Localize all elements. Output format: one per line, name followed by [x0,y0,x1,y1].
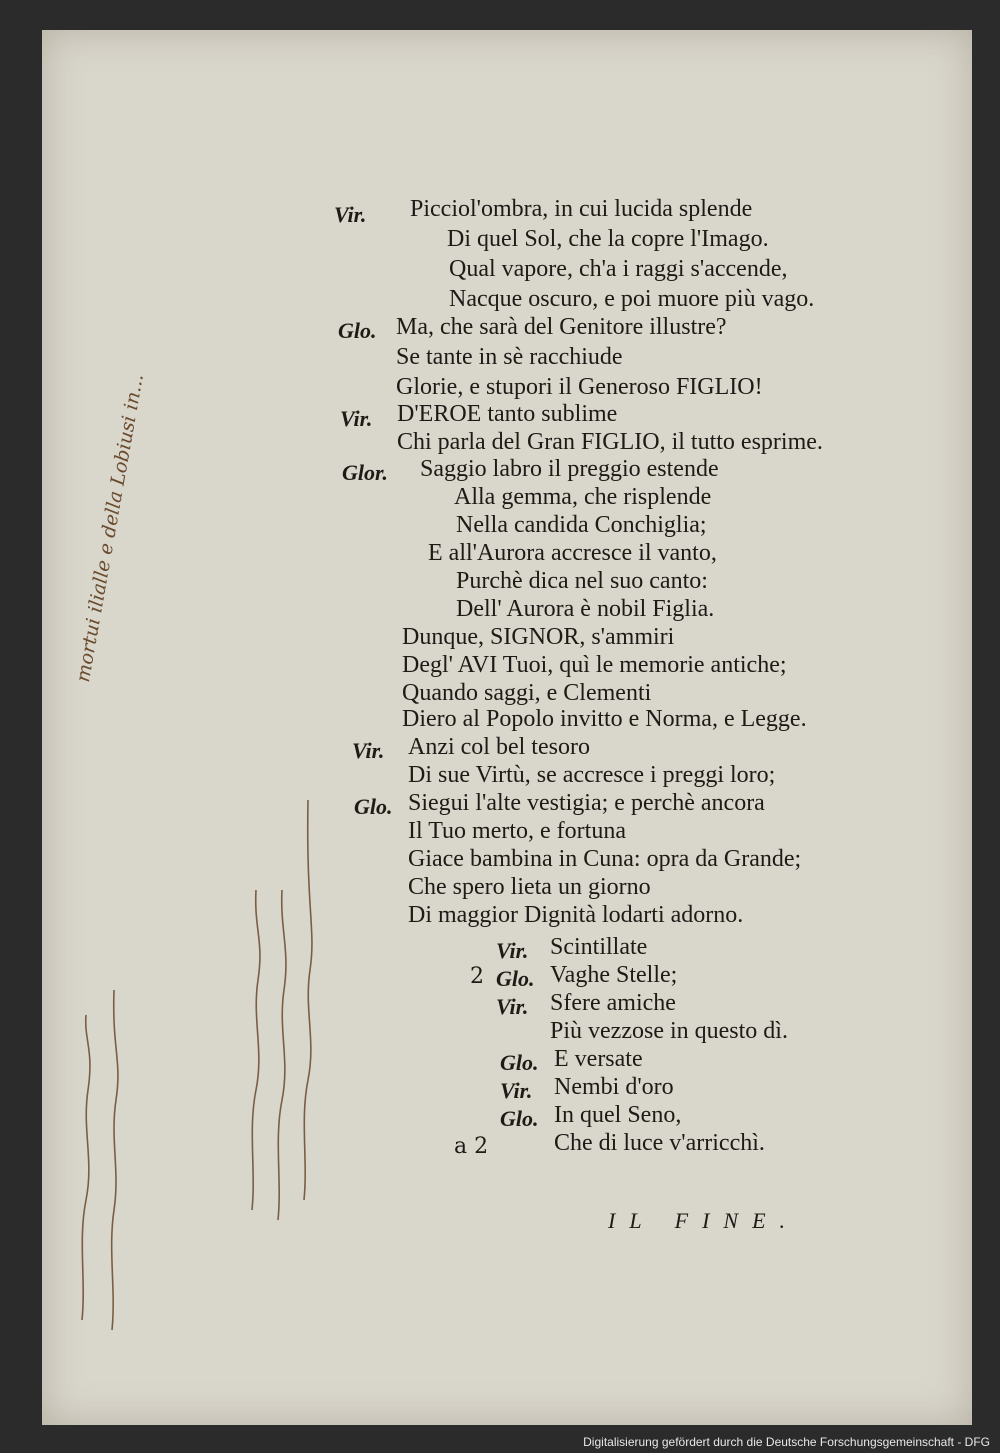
verse-line: Chi parla del Gran FIGLIO, il tutto esprime. [397,429,823,455]
verse-line: Di maggior Dignità lodarti adorno. [408,902,744,928]
speaker-label: Glo. [500,1106,539,1131]
verse-line: Dunque, SIGNOR, s'ammiri [402,624,675,650]
verse-line: Dell' Aurora è nobil Figlia. [456,596,715,622]
verse-line: Alla gemma, che risplende [454,484,712,510]
verse-line: Diero al Popolo invitto e Norma, e Legge. [402,706,807,732]
verse-line: Giace bambina in Cuna: opra da Grande; [408,846,802,872]
verse-line: Saggio labro il preggio estende [420,456,719,482]
verse-line: E all'Aurora accresce il vanto, [428,540,717,566]
verse-line: Di sue Virtù, se accresce i preggi loro; [408,762,776,788]
verse-line: Quando saggi, e Clementi [402,680,652,706]
verse-line: Purchè dica nel suo canto: [456,568,708,594]
verse-line: In quel Seno, [554,1102,682,1128]
verse-line: Nembi d'oro [554,1074,674,1100]
verse-line: Che di luce v'arricchì. [554,1130,765,1156]
verse-line: Se tante in sè racchiude [396,344,623,370]
verse-line: Siegui l'alte vestigia; e perchè ancora [408,790,765,816]
end-title: IL FINE. [608,1208,800,1233]
verse-line: Il Tuo merto, e fortuna [408,818,626,844]
verse-line: Glorie, e stupori il Generoso FIGLIO! [396,374,763,400]
speaker-label: Glo. [496,966,535,991]
verse-line: Scintillate [550,934,648,960]
book-page [42,30,972,1425]
verse-line: Ma, che sarà del Genitore illustre? [396,314,727,340]
speaker-label: Vir. [340,406,373,431]
verse-line: Qual vapore, ch'a i raggi s'accende, [449,256,788,282]
duet-mark: a 2 [454,1134,489,1159]
footer-credit: Digitalisierung gefördert durch die Deutsche Forschungsgemeinschaft - DFG [583,1435,990,1449]
verse-line: Degl' AVI Tuoi, quì le memorie antiche; [402,652,787,678]
speaker-label: Glo. [354,794,393,819]
speaker-label: Vir. [334,202,367,227]
verse-line: Più vezzose in questo dì. [550,1018,788,1044]
verse-line: Di quel Sol, che la copre l'Imago. [447,226,769,252]
handwritten-note: mortui ilialle e della Lobiusi in... [72,372,148,684]
duet-mark: 2 [470,964,484,989]
verse-line: Sfere amiche [550,990,676,1016]
verse-line: E versate [554,1046,643,1072]
speaker-label: Vir. [496,994,529,1019]
speaker-label: Glo. [338,318,377,343]
verse-line: Nacque oscuro, e poi muore più vago. [449,286,815,312]
verse-line: Nella candida Conchiglia; [456,512,707,538]
speaker-label: Vir. [352,738,385,763]
speaker-label: Vir. [496,938,529,963]
speaker-label: Glo. [500,1050,539,1075]
speaker-label: Vir. [500,1078,533,1103]
verse-line: D'EROE tanto sublime [397,401,618,427]
speaker-label: Glor. [342,460,388,485]
verse-line: Che spero lieta un giorno [408,874,651,900]
verse-line: Anzi col bel tesoro [408,734,590,760]
verse-line: Picciol'ombra, in cui lucida splende [410,196,753,222]
verse-line: Vaghe Stelle; [550,962,678,988]
